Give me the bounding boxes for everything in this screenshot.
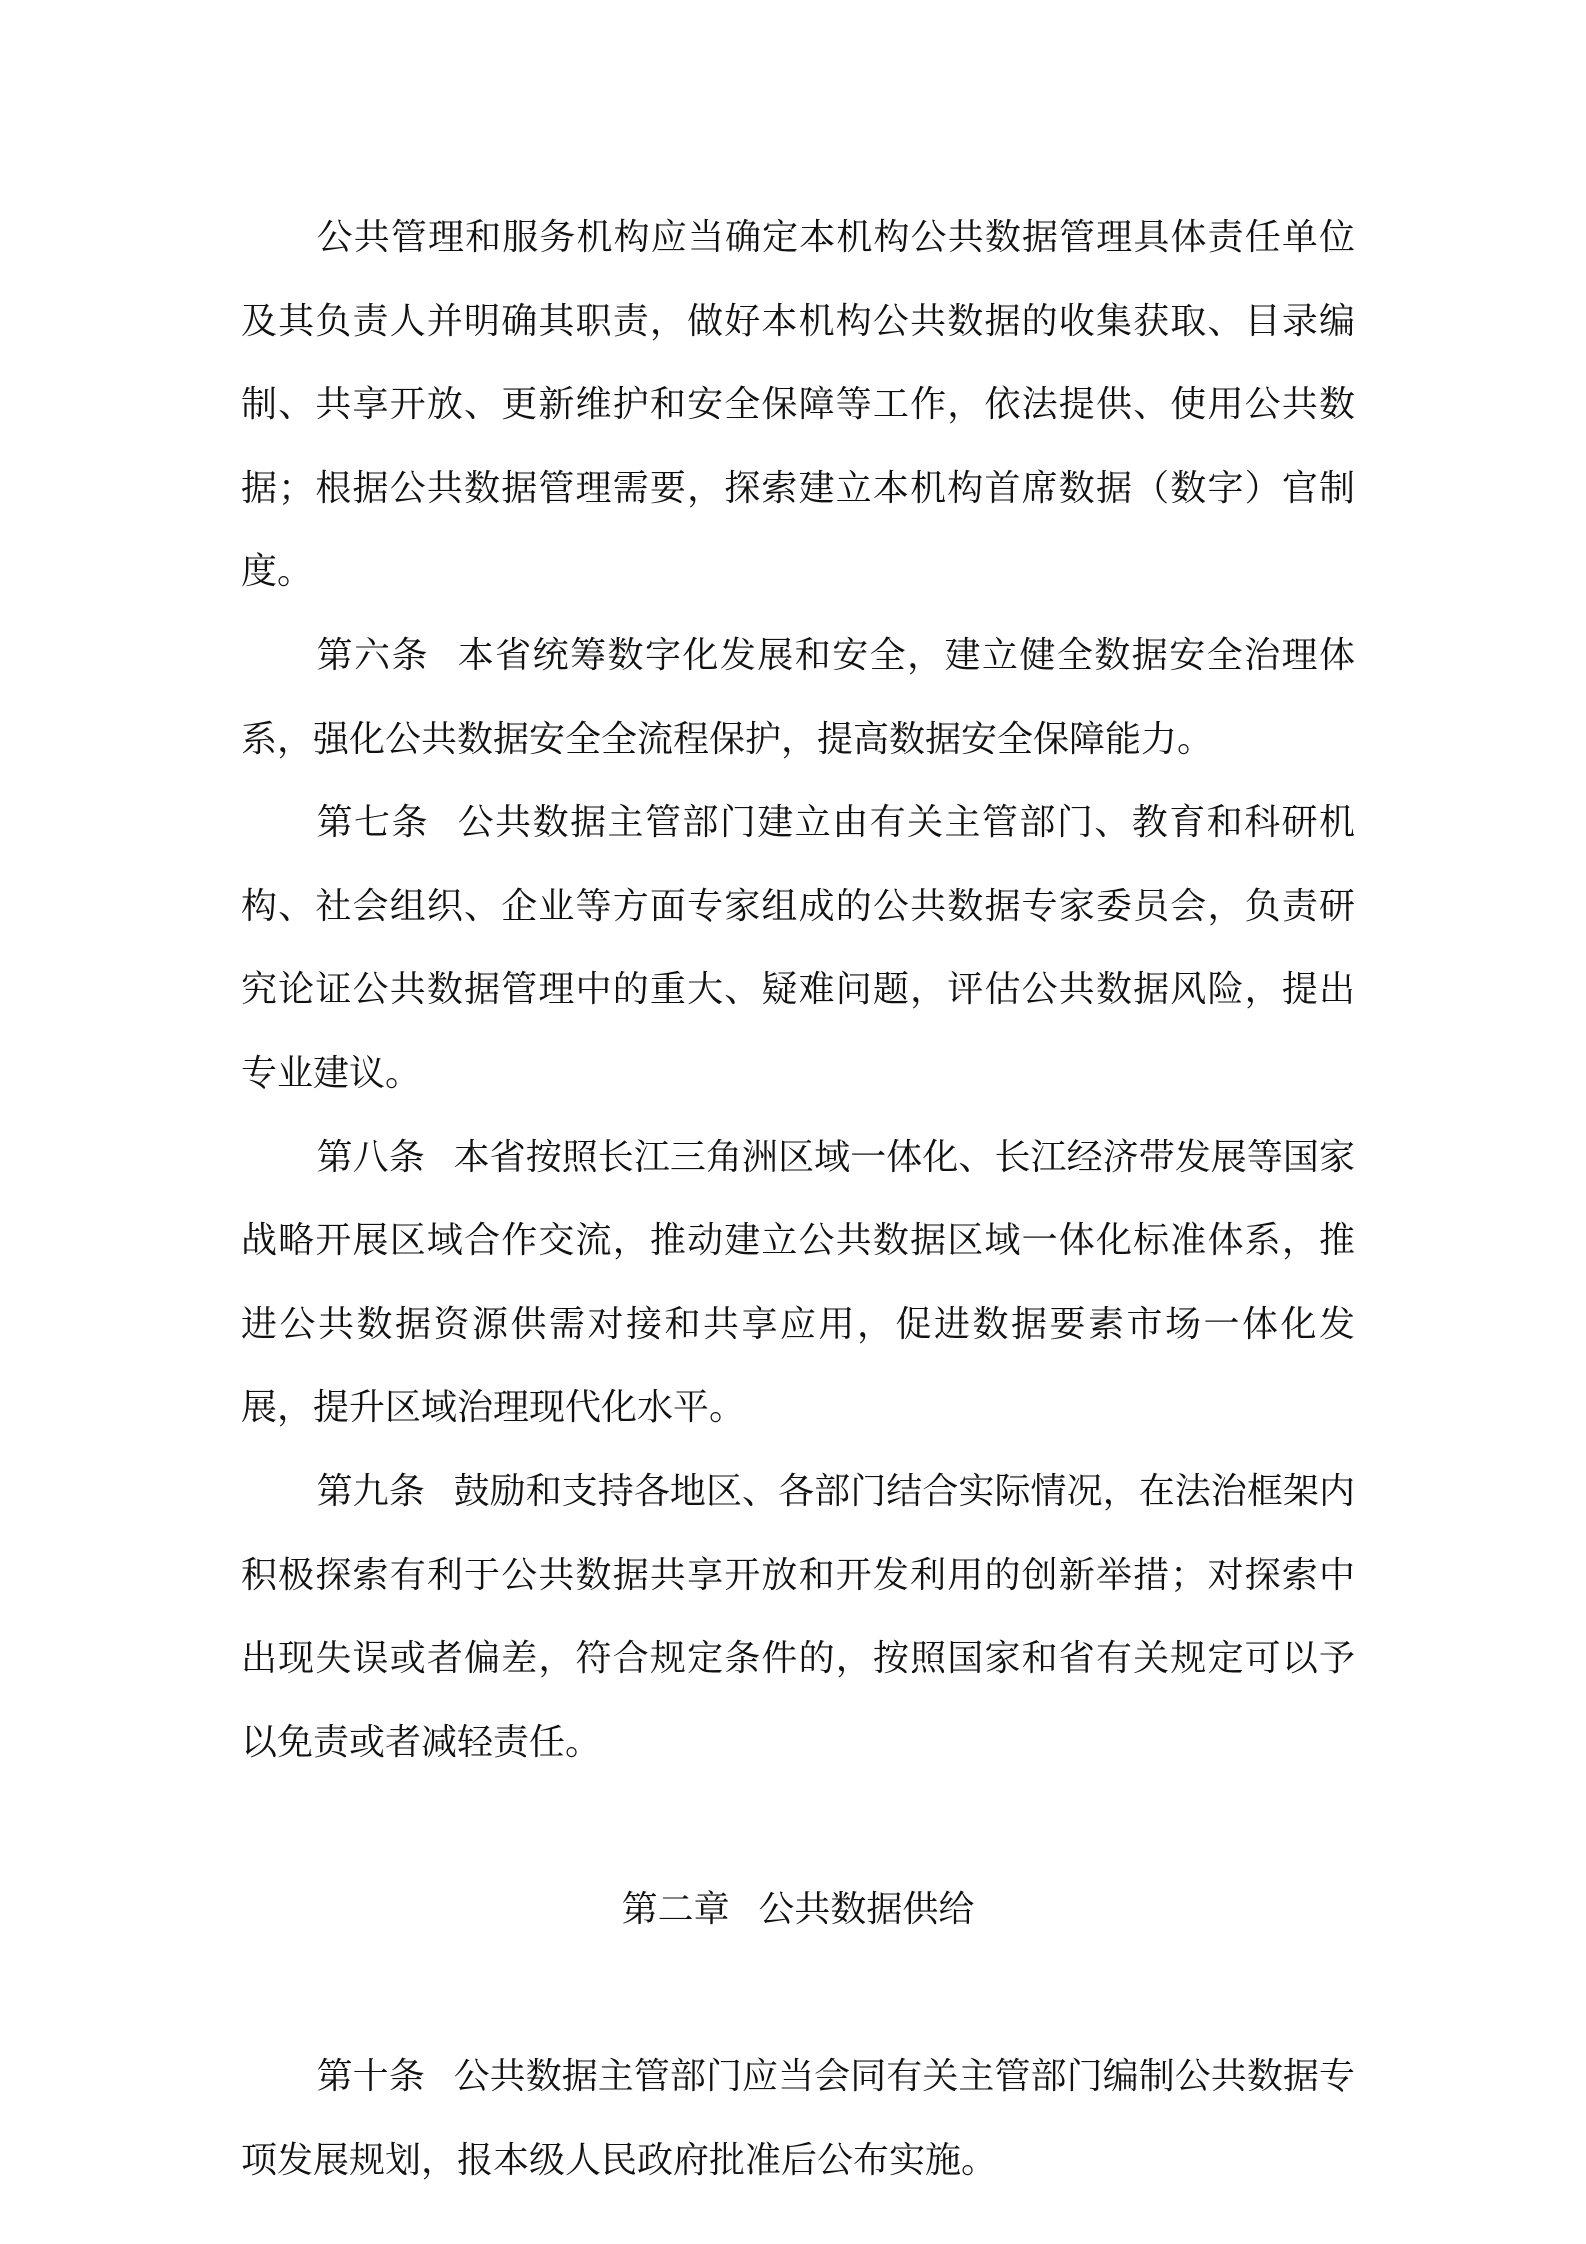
article-text: 公共数据主管部门建立由有关主管部门、教育和科研机构、社会组织、企业等方面专家组成的公共数据专家委员会，负责研究论证公共数据管理中的重大、疑难问题，评估公共数据风险，提出专业建议。 <box>241 802 1355 1094</box>
article-number: 第十条 <box>316 2056 425 2098</box>
article-8 <box>241 1116 1355 1450</box>
article-number: 第七条 <box>316 802 429 844</box>
article-number: 第八条 <box>316 1136 425 1178</box>
chapter-heading <box>241 1868 1355 1952</box>
paragraph-text: 公共管理和服务机构应当确定本机构公共数据管理具体责任单位及其负责人并明确其职责，做好本机构公共数据的收集获取、目录编制、共享开放、更新维护和安全保障等工作，依法提供、使用公共数据；根据公共数据管理需要，探索建立本机构首席数据（数字）官制度。 <box>241 217 1355 593</box>
article-text: 鼓励和支持各地区、各部门结合实际情况，在法治框架内积极探索有利于公共数据共享开放和开发利用的创新举措；对探索中出现失误或者偏差，符合规定条件的，按照国家和省有关规定可以予以免责或者减轻责任。 <box>241 1470 1355 1763</box>
paragraph-responsibility <box>241 196 1355 614</box>
article-number: 第九条 <box>316 1470 425 1512</box>
chapter-title: 公共数据供给 <box>758 1888 975 1930</box>
document-page <box>241 196 1355 2202</box>
article-number: 第六条 <box>316 634 429 676</box>
article-9 <box>241 1450 1355 1784</box>
article-text: 公共数据主管部门应当会同有关主管部门编制公共数据专项发展规划，报本级人民政府批准后公布实施。 <box>241 2056 1355 2181</box>
article-6 <box>241 614 1355 781</box>
article-text: 本省统筹数字化发展和安全，建立健全数据安全治理体系，强化公共数据安全全流程保护，提高数据安全保障能力。 <box>241 634 1355 760</box>
chapter-number: 第二章 <box>621 1888 730 1930</box>
article-7 <box>241 781 1355 1115</box>
article-text: 本省按照长江三角洲区域一体化、长江经济带发展等国家战略开展区域合作交流，推动建立公共数据区域一体化标准体系，推进公共数据资源供需对接和共享应用，促进数据要素市场一体化发展，提升区域治理现代化水平。 <box>241 1136 1355 1429</box>
article-10 <box>241 2035 1355 2202</box>
